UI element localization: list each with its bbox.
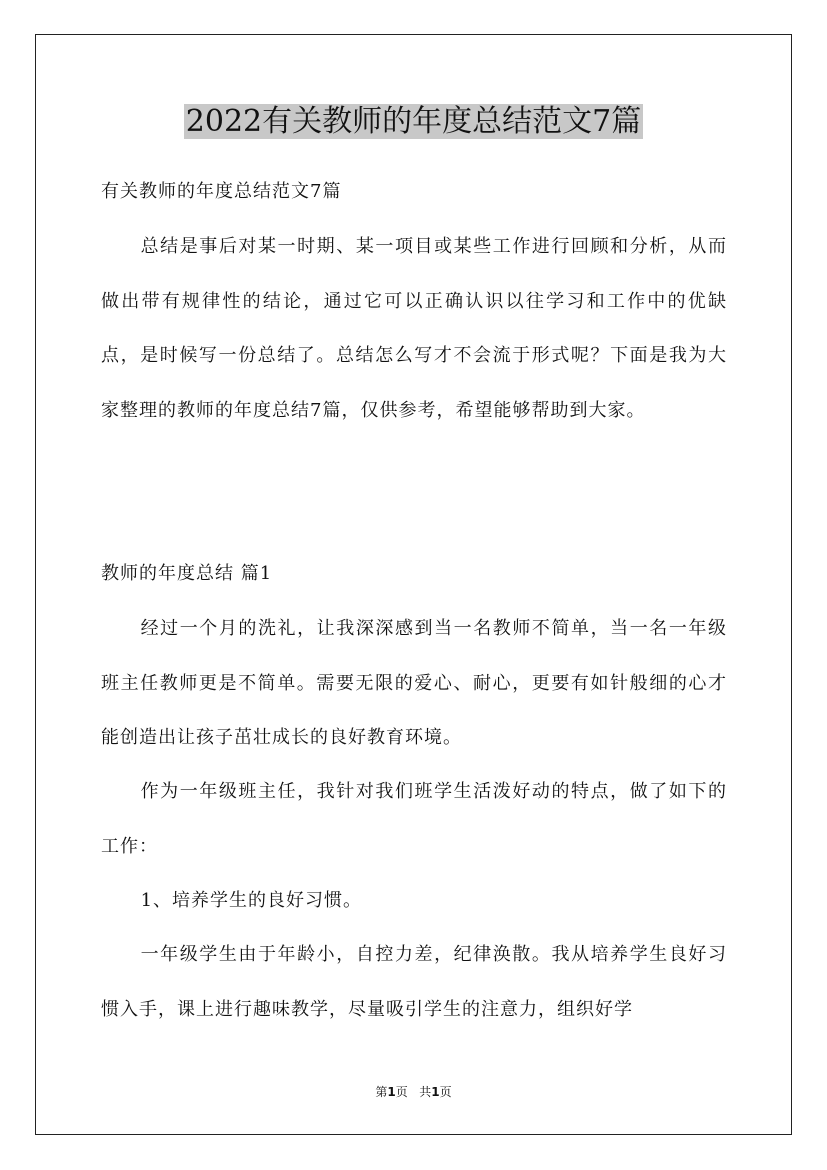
body-paragraph-2: 作为一年级班主任，我针对我们班学生活泼好动的特点，做了如下的工作： xyxy=(101,781,727,857)
body-paragraph-3: 一年级学生由于年龄小，自控力差，纪律涣散。我从培养学生良好习惯入手，课上进行趣味教学，尽量吸引学生的注意力，组织好学 xyxy=(101,944,727,1020)
total-prefix: 共 xyxy=(419,1085,432,1099)
page-prefix: 第 xyxy=(375,1085,388,1099)
page-footer xyxy=(0,1083,827,1101)
document-title xyxy=(0,100,827,144)
section-heading: 教师的年度总结 篇1 xyxy=(101,563,273,584)
intro-paragraph: 总结是事后对某一时期、某一项目或某些工作进行回顾和分析，从而做出带有规律性的结论，通过它可以正确认识以往学习和工作中的优缺点，是时候写一份总结了。总结怎么写才不会流于形式呢？下面是我为大家整理的教师的年度总结7篇，仅供参考，希望能够帮助到大家。 xyxy=(101,236,727,421)
body-paragraph-1: 经过一个月的洗礼，让我深深感到当一名教师不简单，当一名一年级班主任教师更是不简单。需要无限的爱心、耐心，更要有如针般细的心才能创造出让孩子茁壮成长的良好教育环境。 xyxy=(101,618,727,748)
page-suffix: 页 xyxy=(395,1085,408,1099)
page-number: 1 xyxy=(387,1085,396,1099)
document-subtitle: 有关教师的年度总结范文7篇 xyxy=(101,181,342,202)
document-title-text: 2022有关教师的年度总结范文7篇 xyxy=(185,104,642,139)
total-suffix: 页 xyxy=(439,1085,452,1099)
total-pages: 1 xyxy=(431,1085,440,1099)
list-item-heading: 1、培养学生的良好习惯。 xyxy=(140,890,363,911)
